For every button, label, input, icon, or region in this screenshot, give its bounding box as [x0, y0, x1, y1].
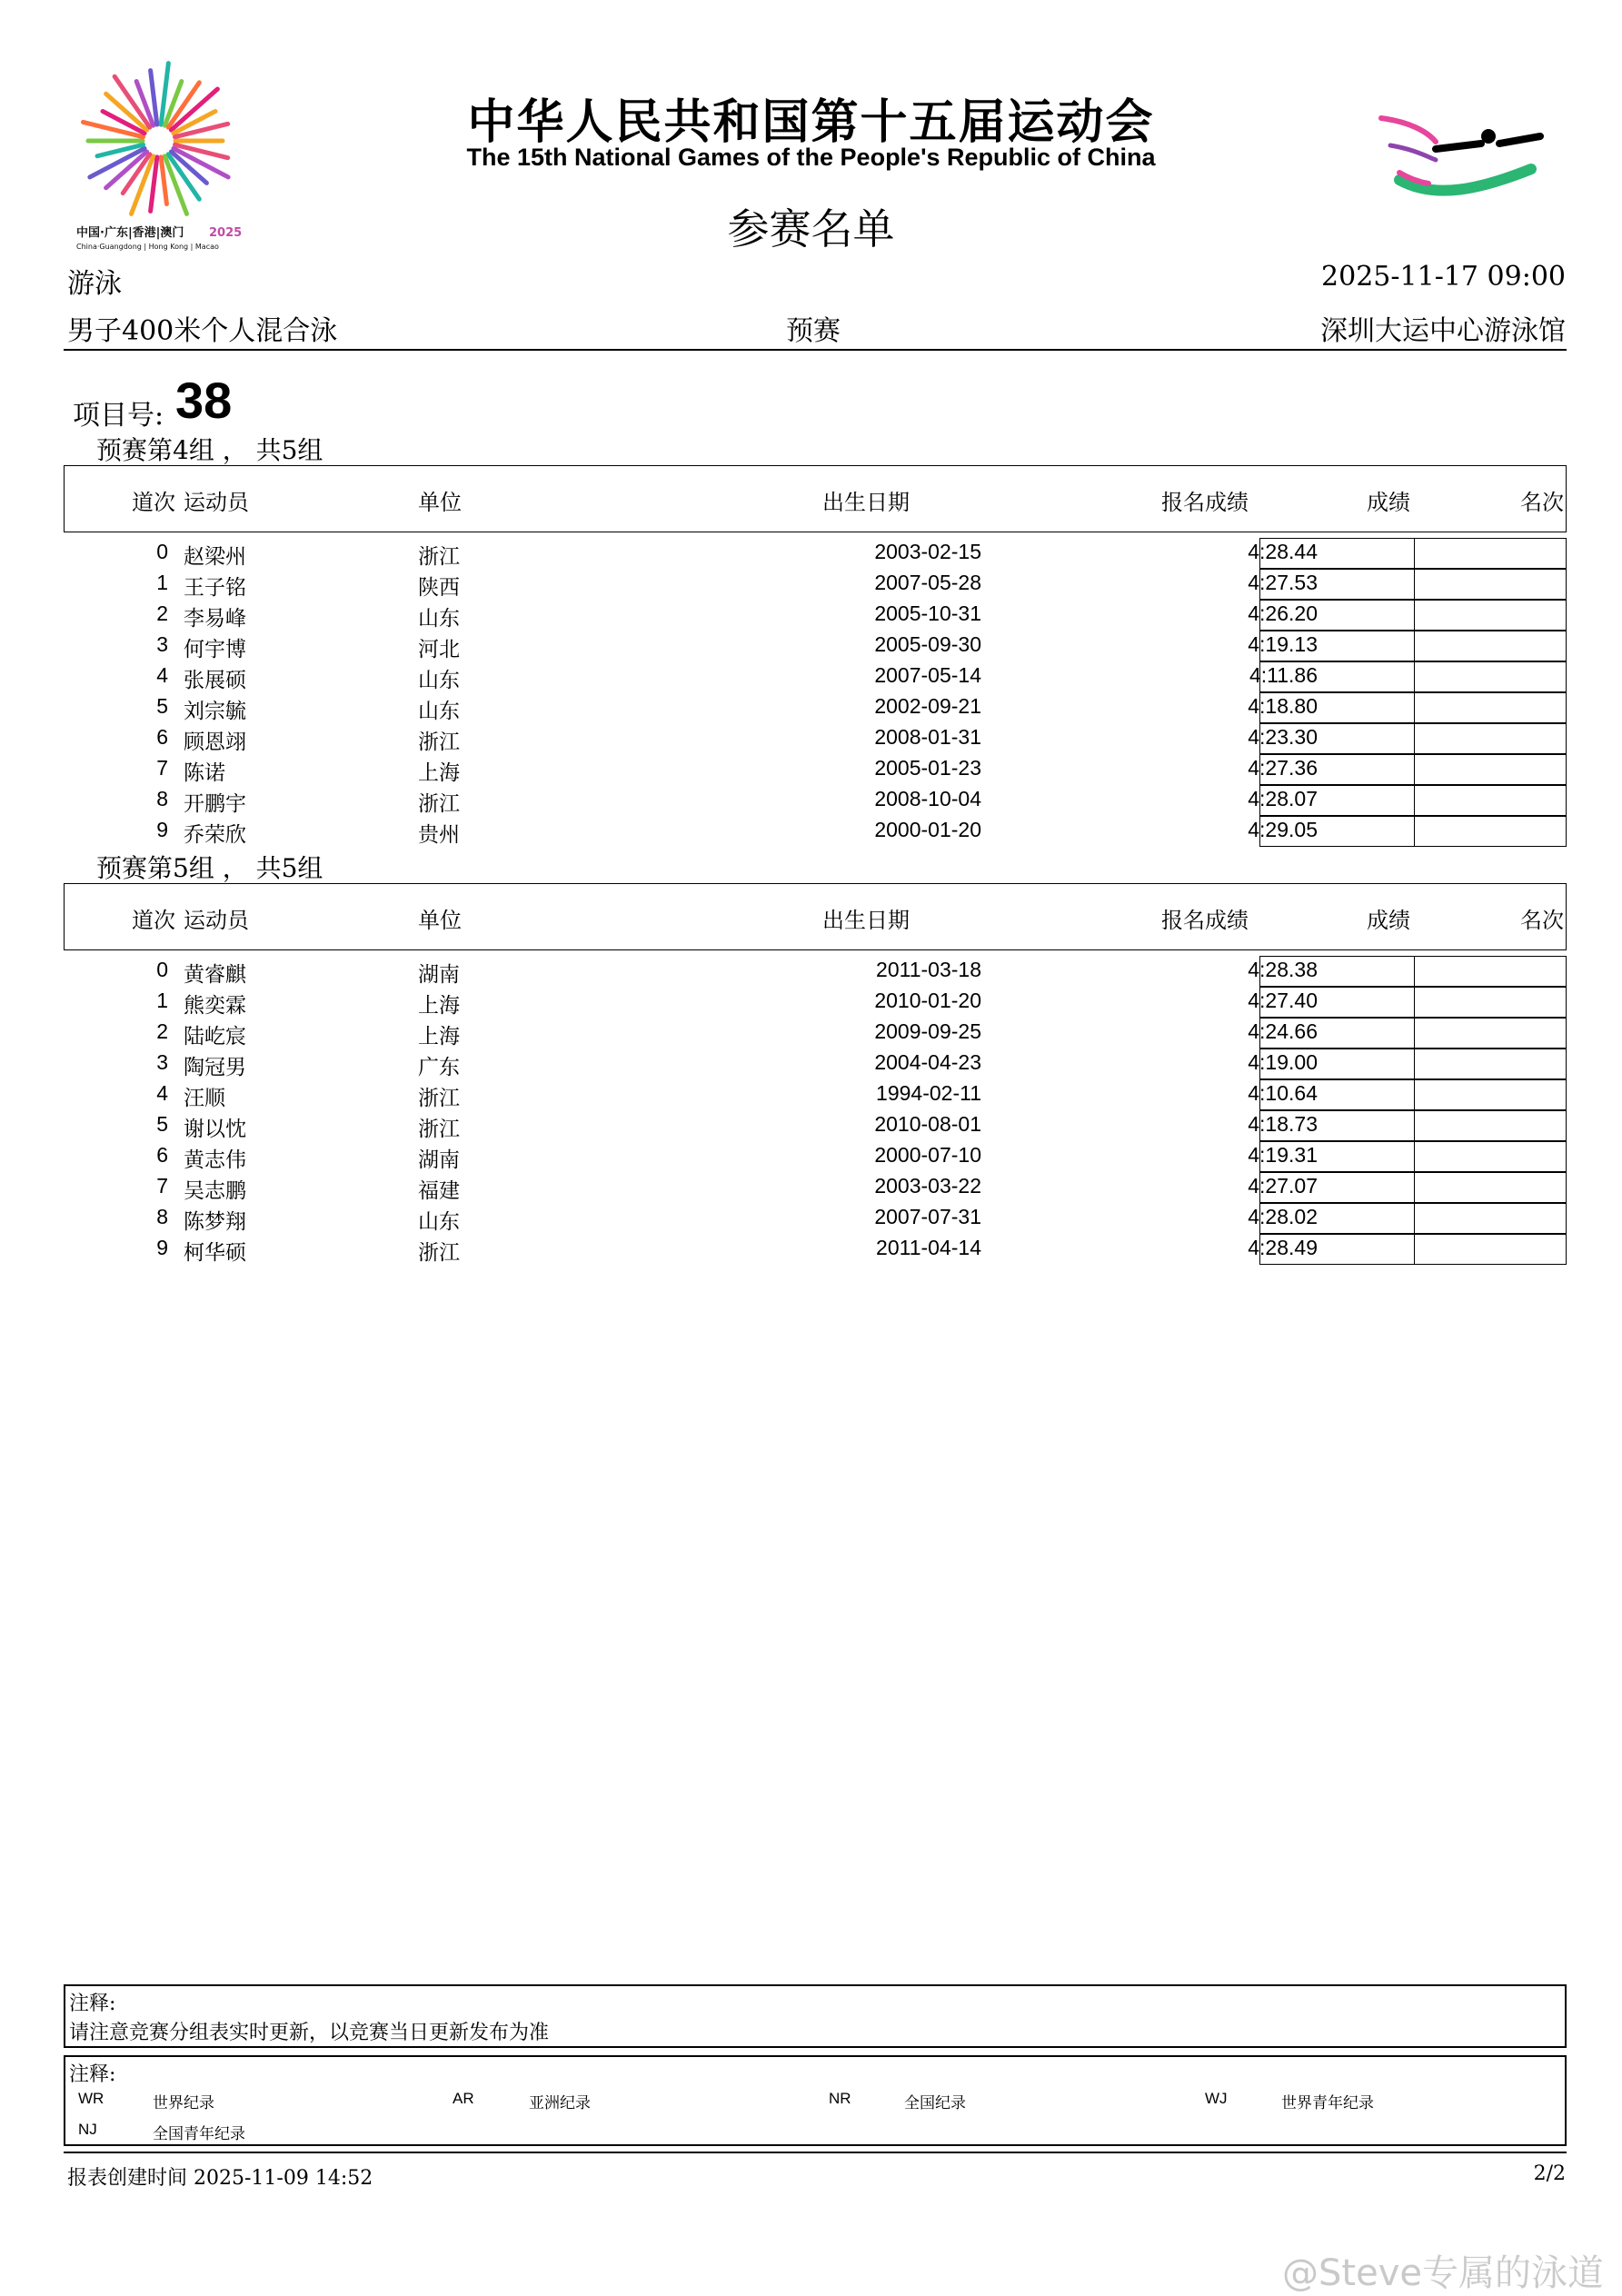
team-name: 浙江	[418, 1118, 460, 1141]
footer-divider	[64, 2152, 1567, 2153]
birth-date: 2005-09-30	[874, 632, 981, 656]
athlete-name: 黄睿麒	[184, 963, 246, 987]
birth-date: 2010-08-01	[874, 1112, 981, 1136]
entry-time: 4:28.02	[1248, 1205, 1318, 1228]
rank-cell	[1414, 1110, 1567, 1141]
birth-date: 2000-07-10	[874, 1143, 981, 1167]
header-divider	[64, 349, 1567, 351]
lane-number: 3	[156, 1050, 168, 1074]
entry-time: 4:27.07	[1248, 1174, 1318, 1198]
birth-date: 2007-05-14	[874, 663, 981, 687]
event-name: 男子400米个人混合泳	[67, 315, 338, 347]
team-name: 浙江	[418, 731, 460, 754]
table-row	[64, 1110, 1567, 1141]
entry-time: 4:27.40	[1248, 989, 1318, 1012]
result-cell	[1259, 1049, 1415, 1079]
lane-number: 0	[156, 540, 168, 563]
entry-time: 4:19.00	[1248, 1050, 1318, 1074]
team-name: 上海	[418, 761, 460, 785]
col-team: 单位	[418, 908, 462, 933]
logo-text-en: China·Guangdong | Hong Kong | Macao	[76, 243, 219, 251]
lane-number: 8	[156, 1205, 168, 1228]
lane-number: 1	[156, 571, 168, 594]
entry-time: 4:10.64	[1248, 1081, 1318, 1105]
birth-date: 2011-03-18	[876, 958, 981, 981]
result-cell	[1259, 723, 1415, 754]
col-dob: 出生日期	[822, 908, 910, 933]
rank-cell	[1414, 538, 1567, 569]
result-cell	[1259, 1079, 1415, 1110]
athlete-name: 开鹏宇	[184, 792, 246, 816]
document-title: 参赛名单	[727, 204, 895, 253]
legend-code: NR	[829, 2090, 851, 2107]
team-name: 山东	[418, 669, 460, 692]
report-created-time: 报表创建时间 2025-11-09 14:52	[67, 2167, 373, 2190]
result-cell	[1259, 785, 1415, 816]
athlete-name: 顾恩翊	[184, 731, 246, 754]
entry-time: 4:28.44	[1248, 540, 1318, 563]
notes-label-1: 注释:	[69, 1993, 116, 2015]
legend-code: AR	[453, 2090, 474, 2107]
birth-date: 2004-04-23	[874, 1050, 981, 1074]
result-cell	[1259, 1110, 1415, 1141]
rank-cell	[1414, 1234, 1567, 1265]
athlete-name: 柯华硕	[184, 1241, 246, 1265]
table-row	[64, 816, 1567, 847]
result-cell	[1259, 956, 1415, 987]
entry-time: 4:23.30	[1248, 725, 1318, 749]
games-title-en: The 15th National Games of the People's Republic of China	[466, 144, 1156, 171]
birth-date: 2002-09-21	[874, 694, 981, 718]
result-cell	[1259, 569, 1415, 600]
result-cell	[1259, 692, 1415, 723]
table-row	[64, 1079, 1567, 1110]
team-name: 山东	[418, 700, 460, 723]
table-row	[64, 987, 1567, 1018]
table-row	[64, 754, 1567, 785]
result-cell	[1259, 1141, 1415, 1172]
team-name: 山东	[418, 1210, 460, 1234]
table-row	[64, 569, 1567, 600]
team-name: 河北	[418, 638, 460, 661]
birth-date: 2007-05-28	[874, 571, 981, 594]
event-number: 38	[175, 372, 233, 429]
lane-number: 8	[156, 787, 168, 810]
rank-cell	[1414, 816, 1567, 847]
col-result: 成绩	[1367, 490, 1410, 515]
watermark: @Steve专属的泳道	[1282, 2252, 1604, 2294]
birth-date: 2009-09-25	[874, 1019, 981, 1043]
lane-number: 7	[156, 756, 168, 780]
entry-time: 4:18.80	[1248, 694, 1318, 718]
entry-time: 4:29.05	[1248, 818, 1318, 841]
legend-desc: 亚洲纪录	[529, 2094, 591, 2112]
birth-date: 2003-03-22	[874, 1174, 981, 1198]
table-row	[64, 1018, 1567, 1049]
games-title-cn: 中华人民共和国第十五届运动会	[467, 95, 1155, 150]
team-name: 山东	[418, 607, 460, 631]
result-cell	[1259, 1234, 1415, 1265]
table-row	[64, 1203, 1567, 1234]
birth-date: 2000-01-20	[874, 818, 981, 841]
team-name: 上海	[418, 994, 460, 1018]
birth-date: 2007-07-31	[874, 1205, 981, 1228]
team-name: 浙江	[418, 1087, 460, 1110]
entry-time: 4:24.66	[1248, 1019, 1318, 1043]
rank-cell	[1414, 987, 1567, 1018]
legend-desc: 全国纪录	[904, 2094, 966, 2112]
birth-date: 2008-10-04	[874, 787, 981, 810]
athlete-name: 汪顺	[184, 1087, 225, 1110]
legend-code: NJ	[78, 2121, 97, 2138]
lane-number: 9	[156, 818, 168, 841]
lane-number: 4	[156, 663, 168, 687]
entry-time: 4:27.36	[1248, 756, 1318, 780]
col-dob: 出生日期	[822, 490, 910, 515]
rank-cell	[1414, 600, 1567, 631]
lane-number: 0	[156, 958, 168, 981]
entry-time: 4:27.53	[1248, 571, 1318, 594]
athlete-name: 谢以忱	[184, 1118, 246, 1141]
lane-number: 4	[156, 1081, 168, 1105]
lane-number: 6	[156, 725, 168, 749]
notes-box-2	[64, 2055, 1567, 2146]
col-athlete: 运动员	[184, 490, 249, 515]
logo-text-cn: 中国·广东|香港|澳门	[76, 226, 184, 240]
table-row	[64, 1049, 1567, 1079]
event-number-label: 项目号:	[73, 400, 164, 432]
rank-cell	[1414, 569, 1567, 600]
result-cell	[1259, 754, 1415, 785]
logo-year: 2025	[209, 226, 243, 240]
event-round: 预赛	[786, 315, 841, 347]
result-cell	[1259, 1172, 1415, 1203]
team-name: 浙江	[418, 1241, 460, 1265]
result-cell	[1259, 987, 1415, 1018]
table-row	[64, 723, 1567, 754]
result-cell	[1259, 661, 1415, 692]
page-number: 2/2	[1533, 2162, 1566, 2185]
sport-name: 游泳	[67, 268, 122, 300]
athlete-name: 陈梦翔	[184, 1210, 246, 1234]
table-row	[64, 1172, 1567, 1203]
entry-time: 4:19.13	[1248, 632, 1318, 656]
athlete-name: 吴志鹏	[184, 1179, 246, 1203]
team-name: 广东	[418, 1056, 460, 1079]
athlete-name: 熊奕霖	[184, 994, 246, 1018]
col-rank: 名次	[1520, 908, 1564, 933]
entry-time: 4:19.31	[1248, 1143, 1318, 1167]
entry-time: 4:26.20	[1248, 601, 1318, 625]
heat-5-table-header	[64, 883, 1567, 950]
entry-time: 4:28.38	[1248, 958, 1318, 981]
rank-cell	[1414, 1049, 1567, 1079]
team-name: 浙江	[418, 545, 460, 569]
athlete-name: 陶冠男	[184, 1056, 246, 1079]
lane-number: 5	[156, 1112, 168, 1136]
birth-date: 2008-01-31	[874, 725, 981, 749]
rank-cell	[1414, 1018, 1567, 1049]
team-name: 湖南	[418, 963, 460, 987]
col-athlete: 运动员	[184, 908, 249, 933]
birth-date: 2010-01-20	[874, 989, 981, 1012]
heat-4-label: 预赛第4组 ， 共5组	[96, 435, 323, 465]
athlete-name: 王子铭	[184, 576, 246, 600]
result-cell	[1259, 1203, 1415, 1234]
result-cell	[1259, 631, 1415, 661]
birth-date: 2003-02-15	[874, 540, 981, 563]
rank-cell	[1414, 1172, 1567, 1203]
col-lane: 道次	[132, 490, 175, 515]
table-row	[64, 631, 1567, 661]
lane-number: 9	[156, 1236, 168, 1259]
col-entry: 报名成绩	[1161, 490, 1249, 515]
team-name: 贵州	[418, 823, 460, 847]
team-name: 陕西	[418, 576, 460, 600]
lane-number: 2	[156, 1019, 168, 1043]
athlete-name: 陈诺	[184, 761, 225, 785]
athlete-name: 张展硕	[184, 669, 246, 692]
result-cell	[1259, 1018, 1415, 1049]
legend-desc: 世界纪录	[153, 2094, 214, 2112]
table-row	[64, 600, 1567, 631]
notes-label-2: 注释:	[69, 2063, 116, 2086]
result-cell	[1259, 600, 1415, 631]
legend-desc: 全国青年纪录	[153, 2125, 245, 2143]
notes-box-1	[64, 1984, 1567, 2048]
event-datetime: 2025-11-17 09:00	[1321, 261, 1566, 293]
legend-code: WR	[78, 2090, 104, 2107]
athlete-name: 乔荣欣	[184, 823, 246, 847]
table-row	[64, 1141, 1567, 1172]
rank-cell	[1414, 692, 1567, 723]
athlete-name: 赵梁州	[184, 545, 246, 569]
birth-date: 2011-04-14	[876, 1236, 981, 1259]
event-venue: 深圳大运中心游泳馆	[1320, 315, 1566, 347]
athlete-name: 陆屹宸	[184, 1025, 246, 1049]
rank-cell	[1414, 956, 1567, 987]
col-team: 单位	[418, 490, 462, 515]
team-name: 湖南	[418, 1148, 460, 1172]
entry-time: 4:28.07	[1248, 787, 1318, 810]
birth-date: 2005-10-31	[874, 601, 981, 625]
rank-cell	[1414, 661, 1567, 692]
col-lane: 道次	[132, 908, 175, 933]
rank-cell	[1414, 723, 1567, 754]
table-row	[64, 538, 1567, 569]
table-row	[64, 956, 1567, 987]
entry-time: 4:11.86	[1249, 663, 1318, 687]
lane-number: 5	[156, 694, 168, 718]
athlete-name: 何宇博	[184, 638, 246, 661]
rank-cell	[1414, 631, 1567, 661]
rank-cell	[1414, 785, 1567, 816]
result-cell	[1259, 816, 1415, 847]
athlete-name: 黄志伟	[184, 1148, 246, 1172]
table-row	[64, 785, 1567, 816]
lane-number: 6	[156, 1143, 168, 1167]
athlete-name: 刘宗毓	[184, 700, 246, 723]
result-cell	[1259, 538, 1415, 569]
legend-code: WJ	[1205, 2090, 1228, 2107]
lane-number: 7	[156, 1174, 168, 1198]
rank-cell	[1414, 754, 1567, 785]
notes-text-1: 请注意竞赛分组表实时更新，以竞赛当日更新发布为准	[69, 2022, 550, 2044]
birth-date: 1994-02-11	[876, 1081, 981, 1105]
heat-4-table-header	[64, 465, 1567, 532]
lane-number: 1	[156, 989, 168, 1012]
col-rank: 名次	[1520, 490, 1564, 515]
heat-5-label: 预赛第5组 ， 共5组	[96, 853, 323, 883]
team-name: 浙江	[418, 792, 460, 816]
rank-cell	[1414, 1141, 1567, 1172]
col-result: 成绩	[1367, 908, 1410, 933]
table-row	[64, 661, 1567, 692]
table-row	[64, 692, 1567, 723]
lane-number: 3	[156, 632, 168, 656]
rank-cell	[1414, 1079, 1567, 1110]
col-entry: 报名成绩	[1161, 908, 1249, 933]
entry-time: 4:18.73	[1248, 1112, 1318, 1136]
team-name: 上海	[418, 1025, 460, 1049]
lane-number: 2	[156, 601, 168, 625]
athlete-name: 李易峰	[184, 607, 246, 631]
birth-date: 2005-01-23	[874, 756, 981, 780]
rank-cell	[1414, 1203, 1567, 1234]
legend-desc: 世界青年纪录	[1281, 2094, 1374, 2112]
team-name: 福建	[418, 1179, 460, 1203]
table-row	[64, 1234, 1567, 1265]
entry-time: 4:28.49	[1248, 1236, 1318, 1259]
